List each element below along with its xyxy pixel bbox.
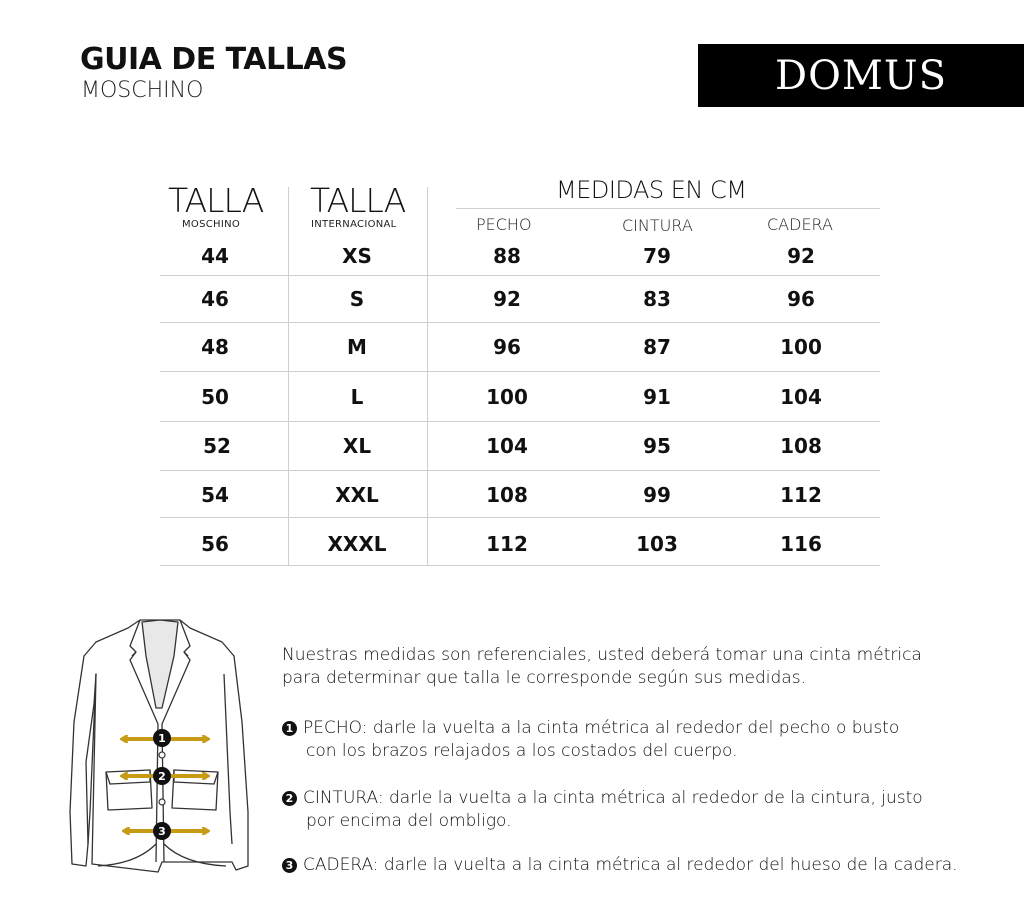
row-divider: [160, 517, 880, 518]
instruction-cintura: [282, 787, 923, 833]
instruction-line: con los brazos relajados a los costados del cuerpo.: [306, 741, 738, 761]
number-3-icon: 3: [282, 858, 297, 873]
marker-3: 3: [158, 825, 166, 838]
instruction-line: PECHO: darle la vuelta a la cinta métrica al rededor del pecho o busto: [303, 718, 900, 738]
column-divider: [288, 187, 289, 565]
number-2-icon: 2: [282, 791, 297, 806]
brand-logo: DOMUS: [698, 44, 1024, 107]
cell-internacional: M: [347, 335, 367, 359]
intro-text: [282, 644, 922, 690]
cell-pecho: 96: [493, 335, 521, 359]
cell-talla: 54: [201, 483, 229, 507]
intro-line: Nuestras medidas son referenciales, usted deberá tomar una cinta métrica: [282, 645, 922, 665]
row-divider: [160, 470, 880, 471]
cell-internacional: L: [350, 385, 364, 409]
cell-talla: 52: [203, 434, 231, 458]
cell-cintura: 99: [643, 483, 671, 507]
row-divider: [160, 275, 880, 276]
cell-cintura: 95: [643, 434, 671, 458]
col-talla-sub: MOSCHINO: [182, 219, 241, 230]
row-divider: [160, 322, 880, 323]
cell-pecho: 104: [486, 434, 528, 458]
instruction-line: CADERA: darle la vuelta a la cinta métrica al rededor del hueso de la cadera.: [303, 855, 958, 875]
page-title: GUIA DE TALLAS: [80, 42, 348, 77]
cell-cadera: 96: [787, 287, 815, 311]
cell-internacional: XXXL: [327, 532, 387, 556]
cell-cintura: 79: [643, 244, 671, 268]
col-pecho: PECHO: [476, 215, 532, 234]
instruction-cadera: [282, 854, 958, 877]
row-divider: [160, 421, 880, 422]
cell-pecho: 100: [486, 385, 528, 409]
number-1-icon: 1: [282, 721, 297, 736]
instruction-line: CINTURA: darle la vuelta a la cinta métrica al rededor de la cintura, justo: [303, 788, 923, 808]
measures-group-title: MEDIDAS EN CM: [556, 176, 747, 204]
col-talla-title: TALLA: [168, 181, 264, 220]
cell-talla: 46: [201, 287, 229, 311]
cell-cadera: 116: [780, 532, 822, 556]
cell-cadera: 112: [780, 483, 822, 507]
marker-1: 1: [158, 732, 166, 745]
col-cadera: CADERA: [767, 215, 833, 234]
marker-2: 2: [158, 770, 166, 783]
cell-talla: 50: [201, 385, 229, 409]
cell-internacional: S: [349, 287, 365, 311]
cell-cadera: 108: [780, 434, 822, 458]
cell-pecho: 112: [486, 532, 528, 556]
cell-cadera: 92: [787, 244, 815, 268]
cell-cintura: 83: [643, 287, 671, 311]
cell-internacional: XS: [342, 244, 372, 268]
instruction-line: por encima del ombligo.: [306, 811, 512, 831]
column-divider: [427, 187, 428, 565]
instruction-pecho: [282, 717, 899, 763]
cell-pecho: 88: [493, 244, 521, 268]
row-divider: [160, 371, 880, 372]
cell-talla: 48: [201, 335, 229, 359]
group-divider: [456, 208, 880, 209]
row-divider: [160, 565, 880, 566]
cell-cintura: 87: [643, 335, 671, 359]
col-cintura: CINTURA: [622, 216, 693, 235]
cell-cintura: 91: [643, 385, 671, 409]
page-subtitle: MOSCHINO: [81, 78, 204, 103]
cell-talla: 56: [201, 532, 229, 556]
jacket-icon: [66, 612, 256, 876]
col-internacional-sub: INTERNACIONAL: [311, 219, 397, 230]
cell-internacional: XL: [342, 434, 372, 458]
cell-talla: 44: [201, 244, 229, 268]
cell-internacional: XXL: [335, 483, 379, 507]
cell-pecho: 108: [486, 483, 528, 507]
intro-line: para determinar que talla le corresponde según sus medidas.: [282, 668, 806, 688]
cell-pecho: 92: [493, 287, 521, 311]
cell-cadera: 100: [780, 335, 822, 359]
cell-cintura: 103: [636, 532, 678, 556]
cell-cadera: 104: [780, 385, 822, 409]
col-internacional-title: TALLA: [310, 181, 406, 220]
